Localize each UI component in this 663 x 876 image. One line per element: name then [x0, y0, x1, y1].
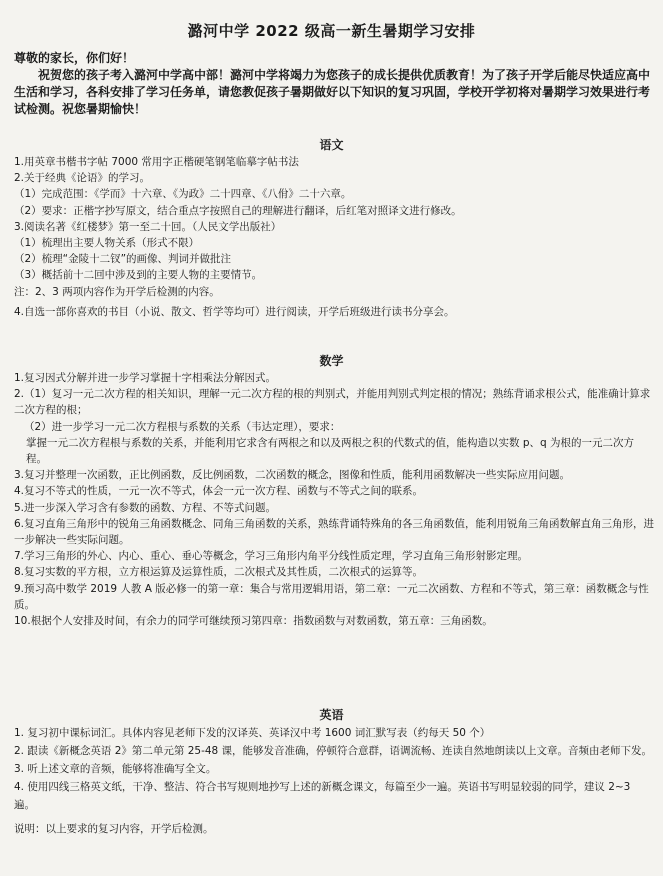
- chinese-section: [14, 154, 654, 320]
- chinese-item: （2）梳理“金陵十二钗”的画像、判词并做批注: [14, 253, 232, 266]
- chinese-item: （1）完成范围：《学而》十六章、《为政》二十四章、《八佾》二十六章。: [14, 188, 352, 201]
- math-item: 9.预习高中数学 2019 人教 A 版必修一的第一章：集合与常用逻辑用语，第二章：一元二次函数、方程和不等式，第三章：函数概念与性质。: [14, 582, 649, 611]
- math-item: 8.复习实数的平方根，立方根运算及运算性质，二次根式及其性质，二次根式的运算等。: [14, 566, 424, 579]
- section-title-chinese: 语文: [319, 138, 344, 152]
- math-item: 4.复习不等式的性质，一元一次不等式，体会一元一次方程、函数与不等式之间的联系。: [14, 485, 424, 498]
- math-item: 3.复习并整理一次函数，正比例函数，反比例函数，二次函数的概念，图像和性质，能利用函数解决一些实际应用问题。: [14, 469, 571, 482]
- english-note: 说明：以上要求的复习内容，开学后检测。: [14, 823, 214, 835]
- chinese-note: 注：2、3 两项内容作为开学后检测的内容。: [14, 285, 220, 298]
- english-item: 1. 复习初中课标词汇。具体内容见老师下发的汉译英、英译汉中考 1600 词汇默写表（约每天 50 个）: [14, 727, 491, 739]
- chinese-item: 1.用英章书楷书字帖 7000 常用字正楷硬笔钢笔临摹字帖书法: [14, 156, 299, 168]
- intro-paragraph: 祝贺您的孩子考入潞河中学高中部！潞河中学将竭力为您孩子的成长提供优质教育！为了孩子开学后能尽快适应高中生活和学习，各科安排了学习任务单，请您教促孩子暑期做好以下知识的复习巩固，学校开学初将对暑期学习效果进行考试检测。祝您暑期愉快！: [14, 68, 651, 116]
- math-item: 7.学习三角形的外心、内心、重心、垂心等概念，学习三角形内角平分线性质定理，学习直角三角形射影定理。: [14, 550, 529, 563]
- math-item: 2.（1）复习一元二次方程的相关知识，理解一元二次方程的根的判别式，并能用判别式判定根的情况；熟练背诵求根公式，能准确计算求二次方程的根；: [14, 388, 651, 417]
- chinese-item: （1）梳理出主要人物关系（形式不限）: [14, 237, 200, 250]
- intro-letter: [14, 50, 650, 118]
- chinese-item: （3）概括前十二回中涉及到的主要人物的主要情节。: [14, 269, 263, 282]
- document-title: 潞河中学 2022 级高一新生暑期学习安排: [187, 22, 476, 40]
- math-item: 10.根据个人安排及时间，有余力的同学可继续预习第四章：指数函数与对数函数，第五章：三角函数。: [14, 615, 493, 628]
- math-item: 5.进一步深入学习含有参数的函数、方程、不等式问题。: [14, 501, 277, 514]
- math-item: （2）进一步学习一元二次方程根与系数的关系（韦达定理），要求：: [24, 420, 341, 433]
- chinese-item: （2）要求：正楷字抄写原文，结合重点字按照自己的理解进行翻译，后红笔对照译文进行修改。: [14, 204, 462, 217]
- chinese-item: 3.阅读名著《红楼梦》第一至二十回。（人民文学出版社）: [14, 220, 282, 233]
- chinese-item: 2.关于经典《论语》的学习。: [14, 172, 151, 185]
- math-item: 1.复习因式分解并进一步学习掌握十字相乘法分解因式。: [14, 372, 277, 384]
- english-item: 3. 听上述文章的音频，能够将准确写全文。: [14, 763, 217, 775]
- math-item: 6.复习直角三角形中的锐角三角函数概念、同角三角函数的关系，熟练背诵特殊角的各三角函数值，能利用锐角三角函数解直角三角形，进一步解决一些实际问题。: [14, 517, 655, 547]
- english-item: 4. 使用四线三格英文纸，干净、整洁、符合书写规则地抄写上述的新概念课文，每篇至少一遍。英语书写明显较弱的同学，建议 2~3 遍。: [14, 781, 631, 811]
- math-section: [14, 370, 654, 629]
- english-section: [14, 724, 654, 838]
- salutation: 尊敬的家长，你们好！: [14, 51, 135, 65]
- section-title-english: 英语: [319, 708, 344, 722]
- math-item: 掌握一元二次方程根与系数的关系，并能利用它求含有两根之和以及两根之积的代数式的值，能构造以实数 p、q 为根的一元二次方程。: [26, 436, 635, 466]
- chinese-item: 4.自选一部你喜欢的书目（小说、散文、哲学等均可）进行阅读，开学后班级进行读书分享会。: [14, 305, 455, 318]
- english-item: 2. 跟读《新概念英语 2》第二单元第 25-48 课，能够发音准确，停顿符合意群，语调流畅、连读自然地朗读以上文章。音频由老师下发。: [14, 745, 653, 757]
- section-title-math: 数学: [319, 354, 344, 368]
